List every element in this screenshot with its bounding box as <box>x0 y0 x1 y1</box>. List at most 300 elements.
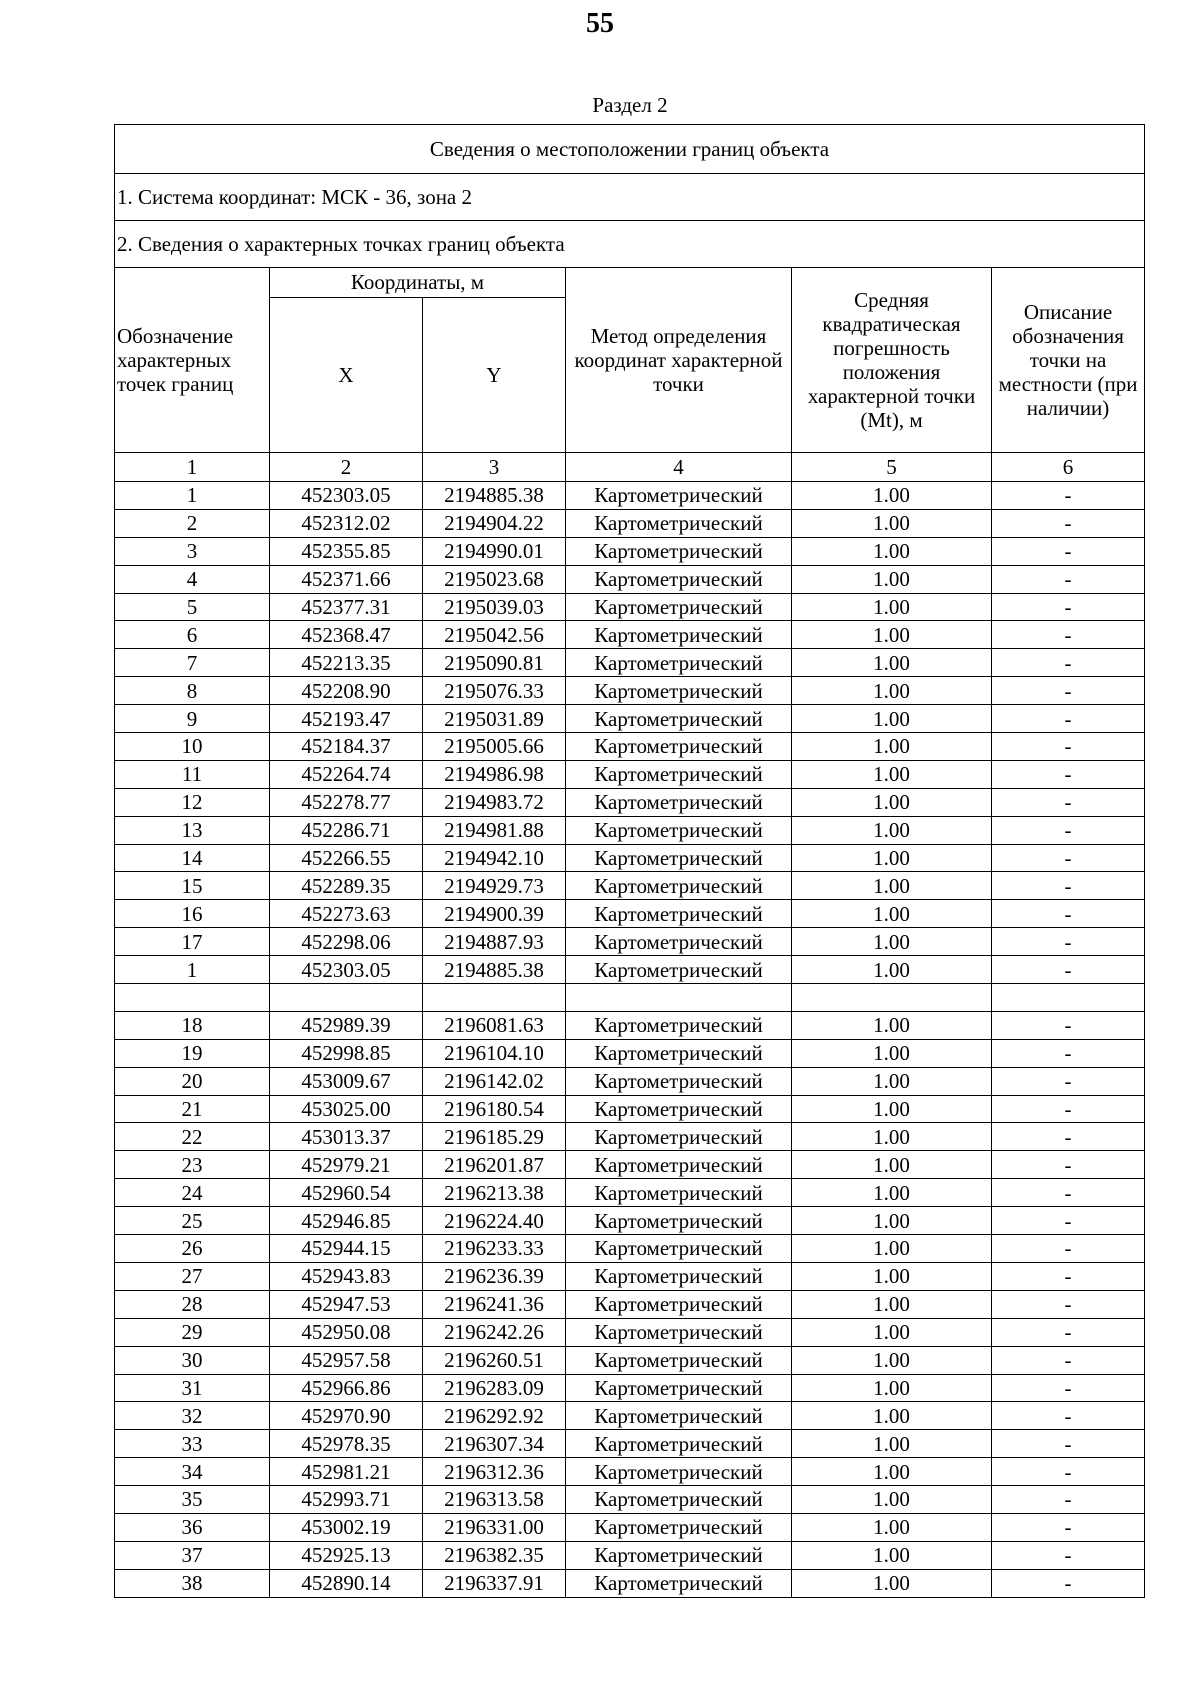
y-coordinate-cell: 2196337.91 <box>423 1569 566 1597</box>
y-coordinate-cell: 2195076.33 <box>423 677 566 705</box>
table-title: Сведения о местоположении границ объекта <box>115 125 1145 174</box>
method-cell: Картометрический <box>566 928 792 956</box>
x-coordinate-cell: 452184.37 <box>270 733 423 761</box>
y-coordinate-cell: 2194885.38 <box>423 482 566 510</box>
accuracy-cell: 1.00 <box>792 621 992 649</box>
table-row <box>115 1039 1145 1067</box>
table-row <box>115 1290 1145 1318</box>
point-number-cell: 29 <box>115 1318 270 1346</box>
description-cell: - <box>992 537 1145 565</box>
accuracy-cell: 1.00 <box>792 1541 992 1569</box>
point-number-cell: 22 <box>115 1123 270 1151</box>
method-cell: Картометрический <box>566 482 792 510</box>
point-number-cell: 13 <box>115 816 270 844</box>
description-cell: - <box>992 1123 1145 1151</box>
y-coordinate-cell: 2196242.26 <box>423 1318 566 1346</box>
description-cell: - <box>992 593 1145 621</box>
x-coordinate-cell: 452377.31 <box>270 593 423 621</box>
y-coordinate-cell: 2196180.54 <box>423 1095 566 1123</box>
column-number: 4 <box>566 453 792 482</box>
point-number-cell: 38 <box>115 1569 270 1597</box>
x-coordinate-cell: 452981.21 <box>270 1458 423 1486</box>
y-coordinate-cell: 2196185.29 <box>423 1123 566 1151</box>
header-description: Описание обозначения точки на местности (при наличии) <box>992 268 1145 453</box>
method-cell: Картометрический <box>566 1067 792 1095</box>
point-number-cell: 1 <box>115 956 270 984</box>
accuracy-cell: 1.00 <box>792 1262 992 1290</box>
description-cell: - <box>992 1067 1145 1095</box>
table-row <box>115 900 1145 928</box>
x-coordinate-cell: 452355.85 <box>270 537 423 565</box>
table-row <box>115 1430 1145 1458</box>
method-cell: Картометрический <box>566 1290 792 1318</box>
method-cell: Картометрический <box>566 1346 792 1374</box>
method-cell: Картометрический <box>566 1235 792 1263</box>
x-coordinate-cell: 452298.06 <box>270 928 423 956</box>
description-cell: - <box>992 1235 1145 1263</box>
point-number-cell: 9 <box>115 705 270 733</box>
method-cell: Картометрический <box>566 1402 792 1430</box>
description-cell: - <box>992 705 1145 733</box>
accuracy-cell: 1.00 <box>792 1374 992 1402</box>
table-row <box>115 760 1145 788</box>
description-cell: - <box>992 1374 1145 1402</box>
table-row <box>115 1262 1145 1290</box>
accuracy-cell: 1.00 <box>792 1458 992 1486</box>
point-number-cell: 1 <box>115 482 270 510</box>
table-row <box>115 1318 1145 1346</box>
description-cell: - <box>992 677 1145 705</box>
point-number-cell: 18 <box>115 1011 270 1039</box>
table-row <box>115 1346 1145 1374</box>
point-number-cell: 35 <box>115 1486 270 1514</box>
accuracy-cell: 1.00 <box>792 1095 992 1123</box>
accuracy-cell: 1.00 <box>792 1235 992 1263</box>
coordinate-system: 1. Система координат: МСК - 36, зона 2 <box>115 174 1145 221</box>
table-row <box>115 1179 1145 1207</box>
y-coordinate-cell: 2196292.92 <box>423 1402 566 1430</box>
point-number-cell: 8 <box>115 677 270 705</box>
description-cell: - <box>992 872 1145 900</box>
y-coordinate-cell: 2196213.38 <box>423 1179 566 1207</box>
description-cell: - <box>992 1179 1145 1207</box>
point-number-cell: 25 <box>115 1207 270 1235</box>
method-cell: Картометрический <box>566 1095 792 1123</box>
description-cell: - <box>992 565 1145 593</box>
y-coordinate-cell: 2195039.03 <box>423 593 566 621</box>
point-number-cell: 34 <box>115 1458 270 1486</box>
table-row <box>115 872 1145 900</box>
method-cell: Картометрический <box>566 760 792 788</box>
y-coordinate-cell: 2196201.87 <box>423 1151 566 1179</box>
x-coordinate-cell: 452264.74 <box>270 760 423 788</box>
y-coordinate-cell: 2194981.88 <box>423 816 566 844</box>
description-cell: - <box>992 816 1145 844</box>
method-cell: Картометрический <box>566 1541 792 1569</box>
accuracy-cell: 1.00 <box>792 928 992 956</box>
table-row <box>115 1374 1145 1402</box>
table-row <box>115 956 1145 984</box>
column-number: 2 <box>270 453 423 482</box>
point-number-cell: 10 <box>115 733 270 761</box>
column-number: 1 <box>115 453 270 482</box>
accuracy-cell: 1.00 <box>792 872 992 900</box>
boundary-points-table <box>114 124 1145 1598</box>
description-cell: - <box>992 760 1145 788</box>
description-cell: - <box>992 788 1145 816</box>
accuracy-cell: 1.00 <box>792 1151 992 1179</box>
description-cell: - <box>992 1039 1145 1067</box>
x-coordinate-cell: 452970.90 <box>270 1402 423 1430</box>
accuracy-cell: 1.00 <box>792 537 992 565</box>
method-cell: Картометрический <box>566 1486 792 1514</box>
x-coordinate-cell: 452960.54 <box>270 1179 423 1207</box>
accuracy-cell: 1.00 <box>792 1067 992 1095</box>
y-coordinate-cell: 2196236.39 <box>423 1262 566 1290</box>
accuracy-cell: 1.00 <box>792 1569 992 1597</box>
description-cell: - <box>992 649 1145 677</box>
x-coordinate-cell: 452998.85 <box>270 1039 423 1067</box>
table-row <box>115 1569 1145 1597</box>
point-number-cell: 19 <box>115 1039 270 1067</box>
y-coordinate-cell: 2196260.51 <box>423 1346 566 1374</box>
y-coordinate-cell: 2196331.00 <box>423 1513 566 1541</box>
point-number-cell: 2 <box>115 509 270 537</box>
header-coordinates: Координаты, м <box>270 268 566 298</box>
accuracy-cell: 1.00 <box>792 760 992 788</box>
table-row <box>115 1402 1145 1430</box>
description-cell: - <box>992 844 1145 872</box>
point-number-cell: 12 <box>115 788 270 816</box>
description-cell: - <box>992 1262 1145 1290</box>
x-coordinate-cell: 452989.39 <box>270 1011 423 1039</box>
header-y: Y <box>423 298 566 453</box>
point-number-cell: 7 <box>115 649 270 677</box>
x-coordinate-cell: 452273.63 <box>270 900 423 928</box>
y-coordinate-cell: 2195090.81 <box>423 649 566 677</box>
page-number: 55 <box>586 8 614 39</box>
description-cell: - <box>992 956 1145 984</box>
y-coordinate-cell: 2195023.68 <box>423 565 566 593</box>
table-row <box>115 1513 1145 1541</box>
table-row <box>115 1486 1145 1514</box>
point-number-cell: 24 <box>115 1179 270 1207</box>
accuracy-cell <box>792 984 992 1012</box>
y-coordinate-cell: 2194929.73 <box>423 872 566 900</box>
accuracy-cell: 1.00 <box>792 844 992 872</box>
y-coordinate-cell: 2194986.98 <box>423 760 566 788</box>
description-cell: - <box>992 928 1145 956</box>
description-cell: - <box>992 1095 1145 1123</box>
table-row <box>115 788 1145 816</box>
accuracy-cell: 1.00 <box>792 1123 992 1151</box>
point-number-cell: 32 <box>115 1402 270 1430</box>
description-cell: - <box>992 1207 1145 1235</box>
table-row <box>115 984 1145 1012</box>
y-coordinate-cell: 2196142.02 <box>423 1067 566 1095</box>
header-method: Метод определения координат характерной точки <box>566 268 792 453</box>
description-cell: - <box>992 482 1145 510</box>
point-number-cell: 5 <box>115 593 270 621</box>
point-number-cell: 14 <box>115 844 270 872</box>
table-row <box>115 677 1145 705</box>
point-number-cell: 28 <box>115 1290 270 1318</box>
table-row <box>115 1123 1145 1151</box>
y-coordinate-cell: 2194990.01 <box>423 537 566 565</box>
column-number: 6 <box>992 453 1145 482</box>
point-number-cell <box>115 984 270 1012</box>
point-number-cell: 33 <box>115 1430 270 1458</box>
x-coordinate-cell: 452950.08 <box>270 1318 423 1346</box>
method-cell: Картометрический <box>566 1207 792 1235</box>
accuracy-cell: 1.00 <box>792 1486 992 1514</box>
method-cell: Картометрический <box>566 621 792 649</box>
y-coordinate-cell: 2196241.36 <box>423 1290 566 1318</box>
accuracy-cell: 1.00 <box>792 1179 992 1207</box>
accuracy-cell: 1.00 <box>792 1011 992 1039</box>
y-coordinate-cell: 2196307.34 <box>423 1430 566 1458</box>
description-cell: - <box>992 1541 1145 1569</box>
accuracy-cell: 1.00 <box>792 565 992 593</box>
description-cell: - <box>992 1458 1145 1486</box>
y-coordinate-cell: 2194904.22 <box>423 509 566 537</box>
description-cell: - <box>992 1486 1145 1514</box>
x-coordinate-cell: 452947.53 <box>270 1290 423 1318</box>
x-coordinate-cell: 453025.00 <box>270 1095 423 1123</box>
description-cell: - <box>992 509 1145 537</box>
description-cell: - <box>992 1513 1145 1541</box>
header-point-designation: Обозначение характерных точек границ <box>115 268 270 453</box>
accuracy-cell: 1.00 <box>792 1402 992 1430</box>
method-cell: Картометрический <box>566 649 792 677</box>
method-cell: Картометрический <box>566 1011 792 1039</box>
description-cell: - <box>992 621 1145 649</box>
y-coordinate-cell: 2194900.39 <box>423 900 566 928</box>
accuracy-cell: 1.00 <box>792 593 992 621</box>
x-coordinate-cell: 452979.21 <box>270 1151 423 1179</box>
x-coordinate-cell: 453002.19 <box>270 1513 423 1541</box>
method-cell: Картометрический <box>566 565 792 593</box>
point-number-cell: 26 <box>115 1235 270 1263</box>
point-number-cell: 36 <box>115 1513 270 1541</box>
accuracy-cell: 1.00 <box>792 482 992 510</box>
method-cell: Картометрический <box>566 509 792 537</box>
y-coordinate-cell: 2196312.36 <box>423 1458 566 1486</box>
x-coordinate-cell: 452966.86 <box>270 1374 423 1402</box>
method-cell: Картометрический <box>566 1318 792 1346</box>
table-row <box>115 1458 1145 1486</box>
point-number-cell: 27 <box>115 1262 270 1290</box>
accuracy-cell: 1.00 <box>792 677 992 705</box>
x-coordinate-cell: 452278.77 <box>270 788 423 816</box>
point-number-cell: 21 <box>115 1095 270 1123</box>
accuracy-cell: 1.00 <box>792 816 992 844</box>
method-cell: Картометрический <box>566 900 792 928</box>
x-coordinate-cell: 452946.85 <box>270 1207 423 1235</box>
point-number-cell: 3 <box>115 537 270 565</box>
point-number-cell: 31 <box>115 1374 270 1402</box>
point-number-cell: 15 <box>115 872 270 900</box>
x-coordinate-cell: 452289.35 <box>270 872 423 900</box>
table-row <box>115 537 1145 565</box>
method-cell: Картометрический <box>566 1569 792 1597</box>
x-coordinate-cell: 452925.13 <box>270 1541 423 1569</box>
method-cell: Картометрический <box>566 1151 792 1179</box>
table-row <box>115 509 1145 537</box>
method-cell: Картометрический <box>566 872 792 900</box>
method-cell <box>566 984 792 1012</box>
description-cell: - <box>992 900 1145 928</box>
y-coordinate-cell: 2196081.63 <box>423 1011 566 1039</box>
x-coordinate-cell: 452993.71 <box>270 1486 423 1514</box>
method-cell: Картометрический <box>566 537 792 565</box>
y-coordinate-cell: 2196313.58 <box>423 1486 566 1514</box>
description-cell: - <box>992 733 1145 761</box>
x-coordinate-cell: 452303.05 <box>270 482 423 510</box>
description-cell: - <box>992 1290 1145 1318</box>
method-cell: Картометрический <box>566 593 792 621</box>
x-coordinate-cell: 452944.15 <box>270 1235 423 1263</box>
table-row <box>115 928 1145 956</box>
method-cell: Картометрический <box>566 705 792 733</box>
accuracy-cell: 1.00 <box>792 509 992 537</box>
table-body <box>115 482 1145 1598</box>
column-number: 3 <box>423 453 566 482</box>
x-coordinate-cell <box>270 984 423 1012</box>
table-row <box>115 844 1145 872</box>
x-coordinate-cell: 452213.35 <box>270 649 423 677</box>
accuracy-cell: 1.00 <box>792 1346 992 1374</box>
table-row <box>115 1067 1145 1095</box>
description-cell: - <box>992 1569 1145 1597</box>
method-cell: Картометрический <box>566 956 792 984</box>
table-row <box>115 733 1145 761</box>
table-row <box>115 816 1145 844</box>
method-cell: Картометрический <box>566 1513 792 1541</box>
accuracy-cell: 1.00 <box>792 1207 992 1235</box>
y-coordinate-cell: 2196382.35 <box>423 1541 566 1569</box>
table-row <box>115 593 1145 621</box>
point-number-cell: 11 <box>115 760 270 788</box>
point-number-cell: 20 <box>115 1067 270 1095</box>
description-cell: - <box>992 1346 1145 1374</box>
x-coordinate-cell: 452312.02 <box>270 509 423 537</box>
y-coordinate-cell: 2196104.10 <box>423 1039 566 1067</box>
method-cell: Картометрический <box>566 1430 792 1458</box>
method-cell: Картометрический <box>566 1262 792 1290</box>
accuracy-cell: 1.00 <box>792 1039 992 1067</box>
accuracy-cell: 1.00 <box>792 1290 992 1318</box>
method-cell: Картометрический <box>566 788 792 816</box>
table-row <box>115 1541 1145 1569</box>
x-coordinate-cell: 452303.05 <box>270 956 423 984</box>
table-row <box>115 1235 1145 1263</box>
x-coordinate-cell: 452266.55 <box>270 844 423 872</box>
y-coordinate-cell <box>423 984 566 1012</box>
accuracy-cell: 1.00 <box>792 956 992 984</box>
method-cell: Картометрический <box>566 816 792 844</box>
accuracy-cell: 1.00 <box>792 705 992 733</box>
header-x: X <box>270 298 423 453</box>
accuracy-cell: 1.00 <box>792 900 992 928</box>
point-number-cell: 4 <box>115 565 270 593</box>
table-row <box>115 565 1145 593</box>
method-cell: Картометрический <box>566 1458 792 1486</box>
method-cell: Картометрический <box>566 1374 792 1402</box>
x-coordinate-cell: 452286.71 <box>270 816 423 844</box>
point-number-cell: 23 <box>115 1151 270 1179</box>
table-row <box>115 482 1145 510</box>
column-number: 5 <box>792 453 992 482</box>
table-row <box>115 1151 1145 1179</box>
x-coordinate-cell: 452943.83 <box>270 1262 423 1290</box>
accuracy-cell: 1.00 <box>792 788 992 816</box>
description-cell: - <box>992 1011 1145 1039</box>
y-coordinate-cell: 2195031.89 <box>423 705 566 733</box>
description-cell: - <box>992 1402 1145 1430</box>
y-coordinate-cell: 2194887.93 <box>423 928 566 956</box>
method-cell: Картометрический <box>566 1179 792 1207</box>
y-coordinate-cell: 2195005.66 <box>423 733 566 761</box>
y-coordinate-cell: 2195042.56 <box>423 621 566 649</box>
x-coordinate-cell: 452890.14 <box>270 1569 423 1597</box>
point-number-cell: 16 <box>115 900 270 928</box>
table-row <box>115 649 1145 677</box>
x-coordinate-cell: 452978.35 <box>270 1430 423 1458</box>
points-info-heading: 2. Сведения о характерных точках границ объекта <box>115 221 1145 268</box>
x-coordinate-cell: 453009.67 <box>270 1067 423 1095</box>
table-row <box>115 1095 1145 1123</box>
method-cell: Картометрический <box>566 844 792 872</box>
point-number-cell: 17 <box>115 928 270 956</box>
method-cell: Картометрический <box>566 1039 792 1067</box>
x-coordinate-cell: 452368.47 <box>270 621 423 649</box>
x-coordinate-cell: 452957.58 <box>270 1346 423 1374</box>
x-coordinate-cell: 452208.90 <box>270 677 423 705</box>
description-cell: - <box>992 1318 1145 1346</box>
x-coordinate-cell: 452193.47 <box>270 705 423 733</box>
table-row <box>115 705 1145 733</box>
x-coordinate-cell: 452371.66 <box>270 565 423 593</box>
table-row <box>115 621 1145 649</box>
accuracy-cell: 1.00 <box>792 1318 992 1346</box>
accuracy-cell: 1.00 <box>792 733 992 761</box>
header-accuracy: Средняя квадратическая погрешность положения характерной точки (Mt), м <box>792 268 992 453</box>
point-number-cell: 37 <box>115 1541 270 1569</box>
method-cell: Картометрический <box>566 733 792 761</box>
method-cell: Картометрический <box>566 1123 792 1151</box>
column-numbers-row <box>115 453 1145 482</box>
point-number-cell: 6 <box>115 621 270 649</box>
description-cell: - <box>992 1430 1145 1458</box>
y-coordinate-cell: 2194885.38 <box>423 956 566 984</box>
y-coordinate-cell: 2194983.72 <box>423 788 566 816</box>
y-coordinate-cell: 2194942.10 <box>423 844 566 872</box>
table-row <box>115 1011 1145 1039</box>
accuracy-cell: 1.00 <box>792 1430 992 1458</box>
point-number-cell: 30 <box>115 1346 270 1374</box>
y-coordinate-cell: 2196233.33 <box>423 1235 566 1263</box>
accuracy-cell: 1.00 <box>792 649 992 677</box>
method-cell: Картометрический <box>566 677 792 705</box>
table-row <box>115 1207 1145 1235</box>
description-cell: - <box>992 1151 1145 1179</box>
description-cell <box>992 984 1145 1012</box>
y-coordinate-cell: 2196283.09 <box>423 1374 566 1402</box>
accuracy-cell: 1.00 <box>792 1513 992 1541</box>
section-label: Раздел 2 <box>592 93 668 117</box>
x-coordinate-cell: 453013.37 <box>270 1123 423 1151</box>
